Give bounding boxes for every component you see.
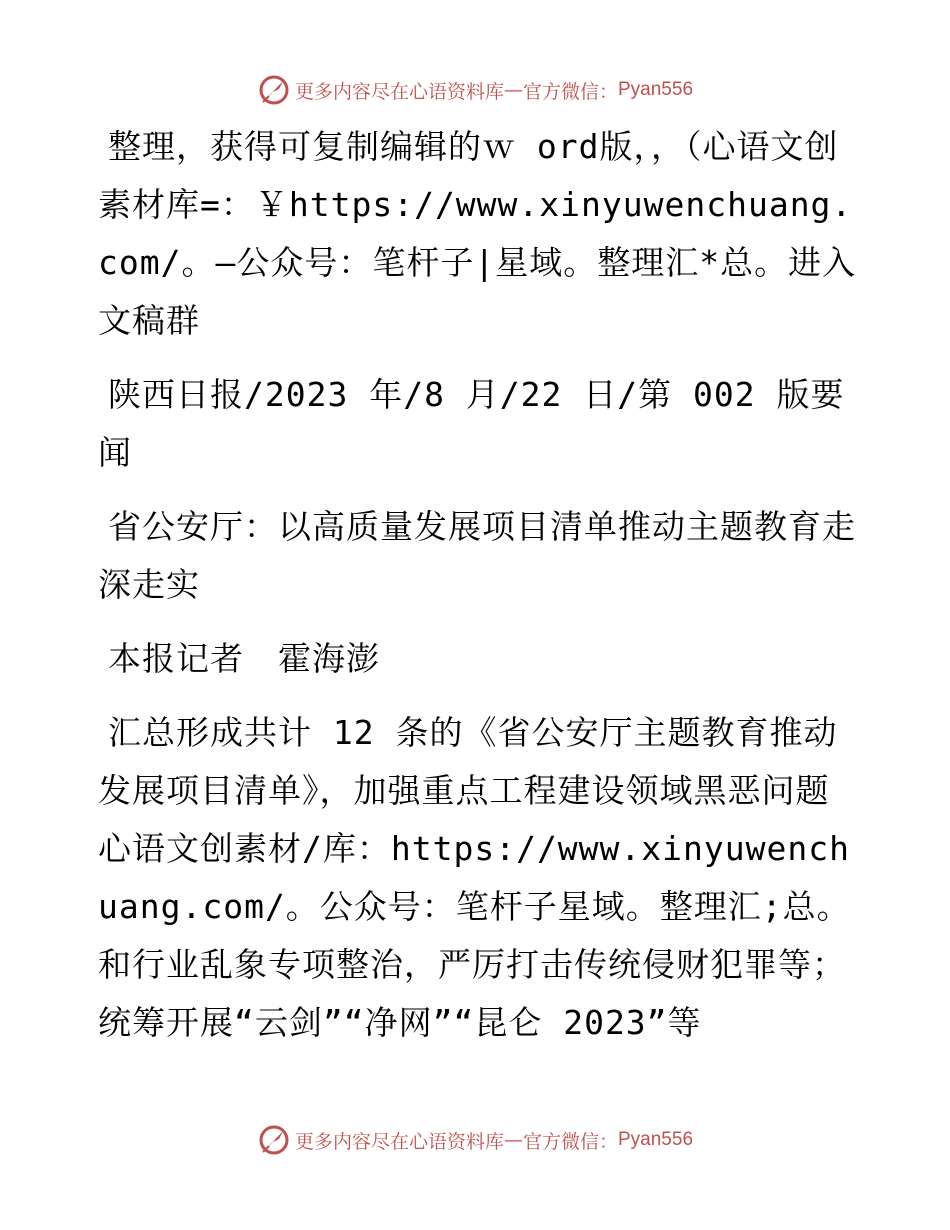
banner-wechat-id: Pyan556 xyxy=(618,1129,694,1150)
banner-text: 更多内容尽在心语资料库 xyxy=(294,80,504,103)
banner-separator: — xyxy=(503,79,523,101)
source-line: 陕西日报/2023 年/8 月/22 日/第 002 版要闻 xyxy=(98,375,845,472)
intro-paragraph: 整理，获得可复制编辑的ｗ ord版，，（心语文创素材库=：￥https://www.xinyuwenchuang.com/。—公众号：笔杆子|星域。整理汇*总。进入文稿群 xyxy=(98,127,857,340)
feather-pen-logo-icon xyxy=(257,1123,291,1157)
header-banner[interactable] xyxy=(0,70,950,110)
article-headline: 省公安厅：以高质量发展项目清单推动主题教育走深走实 xyxy=(98,507,856,604)
document-body xyxy=(98,118,858,1052)
body-paragraph: 汇总形成共计 12 条的《省公安厅主题教育推动发展项目清单》，加强重点工程建设领域黑恶问题心语文创素材/库：https://www.xinyuwenchuang.com/。公众号：笔杆子星域。整理汇;总。和行业乱象专项整治，严厉打击传统侵财犯罪等；统筹开展“云剑”“净网”“昆仑 2023”等 xyxy=(98,713,851,1042)
banner-wechat-label: 官方微信： xyxy=(522,80,618,103)
byline: 本报记者 霍海澎 xyxy=(108,639,380,678)
feather-pen-logo-icon xyxy=(257,73,291,107)
banner-separator: — xyxy=(503,1129,523,1151)
banner-wechat-label: 官方微信： xyxy=(522,1130,618,1153)
banner-wechat-id: Pyan556 xyxy=(618,79,694,100)
footer-banner[interactable] xyxy=(0,1120,950,1160)
banner-text: 更多内容尽在心语资料库 xyxy=(294,1130,504,1153)
